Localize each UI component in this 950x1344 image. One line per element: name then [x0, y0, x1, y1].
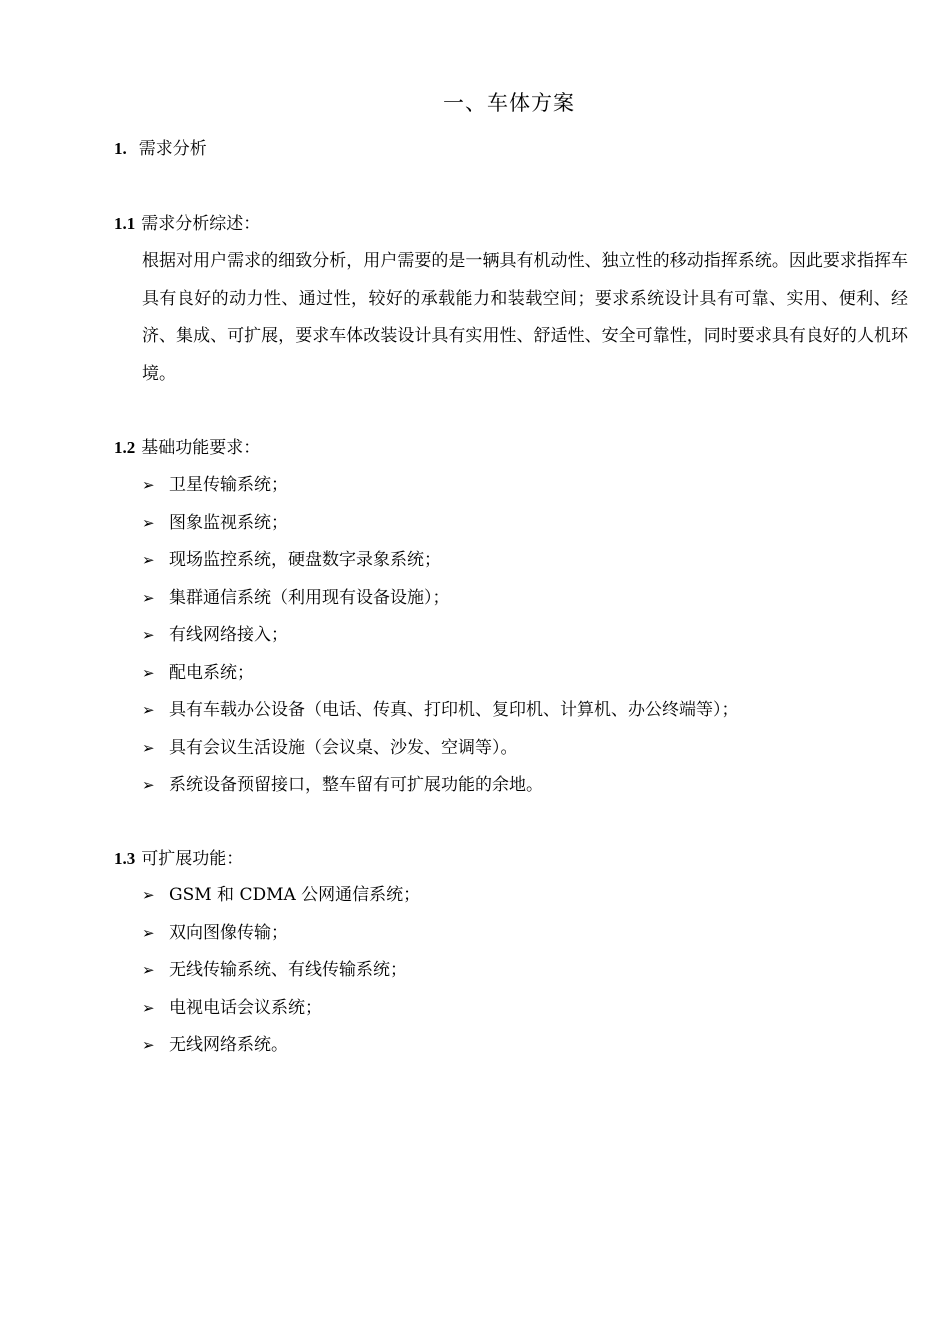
section-title: 需求分析综述：	[141, 214, 261, 234]
requirements-paragraph: 根据对用户需求的细致分析，用户需要的是一辆具有机动性、独立性的移动指挥系统。因此要求指挥车具有良好的动力性、通过性，较好的承载能力和装载空间；要求系统设计具有可靠、实用、便利、经济、集成、可扩展，要求车体改装设计具有实用性、舒适性、安全可靠性，同时要求具有良好的人机环境。	[142, 251, 908, 384]
arrowhead-bullet-icon: ➢	[142, 701, 155, 719]
arrowhead-bullet-icon: ➢	[142, 476, 155, 494]
list-item: ➢ 无线网络系统。	[142, 1032, 420, 1070]
arrowhead-bullet-icon: ➢	[142, 923, 155, 942]
arrowhead-bullet-icon: ➢	[142, 776, 155, 794]
arrowhead-bullet-icon: ➢	[142, 738, 155, 757]
extended-features-list	[142, 882, 420, 1070]
list-item: ➢ 系统设备预留接口，整车留有可扩展功能的余地。	[142, 772, 739, 810]
arrowhead-bullet-icon: ➢	[142, 513, 155, 532]
list-item: ➢ 现场监控系统，硬盘数字录象系统；	[142, 547, 739, 585]
arrowhead-bullet-icon: ➢	[142, 961, 155, 979]
section-number: 1.	[114, 139, 127, 158]
arrowhead-bullet-icon: ➢	[142, 663, 155, 682]
section-heading-1-3	[114, 846, 243, 872]
list-item: ➢ 卫星传输系统；	[142, 472, 739, 510]
section-title: 需求分析	[138, 139, 207, 159]
section-number: 1.3	[114, 849, 136, 868]
list-item: ➢ 具有车载办公设备（电话、传真、打印机、复印机、计算机、办公终端等）；	[142, 697, 739, 735]
arrowhead-bullet-icon: ➢	[142, 551, 155, 569]
list-item: ➢ 配电系统；	[142, 660, 739, 698]
arrowhead-bullet-icon: ➢	[142, 1036, 155, 1054]
basic-requirements-list	[142, 472, 739, 810]
section-heading-1-1	[114, 211, 260, 237]
list-item: ➢ 具有会议生活设施（会议桌、沙发、空调等）。	[142, 735, 739, 773]
page-title: 一、车体方案	[443, 91, 575, 115]
arrowhead-bullet-icon: ➢	[142, 626, 155, 644]
list-item: ➢ 双向图像传输；	[142, 920, 420, 958]
section-title: 基础功能要求：	[141, 438, 261, 458]
section-number: 1.1	[114, 214, 136, 233]
list-item: ➢ 电视电话会议系统；	[142, 995, 420, 1033]
section-number: 1.2	[114, 438, 136, 457]
arrowhead-bullet-icon: ➢	[142, 588, 155, 607]
list-item: ➢ 无线传输系统、有线传输系统；	[142, 957, 420, 995]
arrowhead-bullet-icon: ➢	[142, 998, 155, 1017]
section-heading-1-2	[114, 435, 260, 461]
list-item: ➢ 集群通信系统（利用现有设备设施）；	[142, 585, 739, 623]
section-heading-1	[114, 136, 207, 162]
list-item: ➢ 有线网络接入；	[142, 622, 739, 660]
list-item: ➢ GSM 和 CDMA 公网通信系统；	[142, 882, 420, 920]
arrowhead-bullet-icon: ➢	[142, 886, 155, 904]
list-item: ➢ 图象监视系统；	[142, 510, 739, 548]
section-title: 可扩展功能：	[141, 849, 244, 869]
